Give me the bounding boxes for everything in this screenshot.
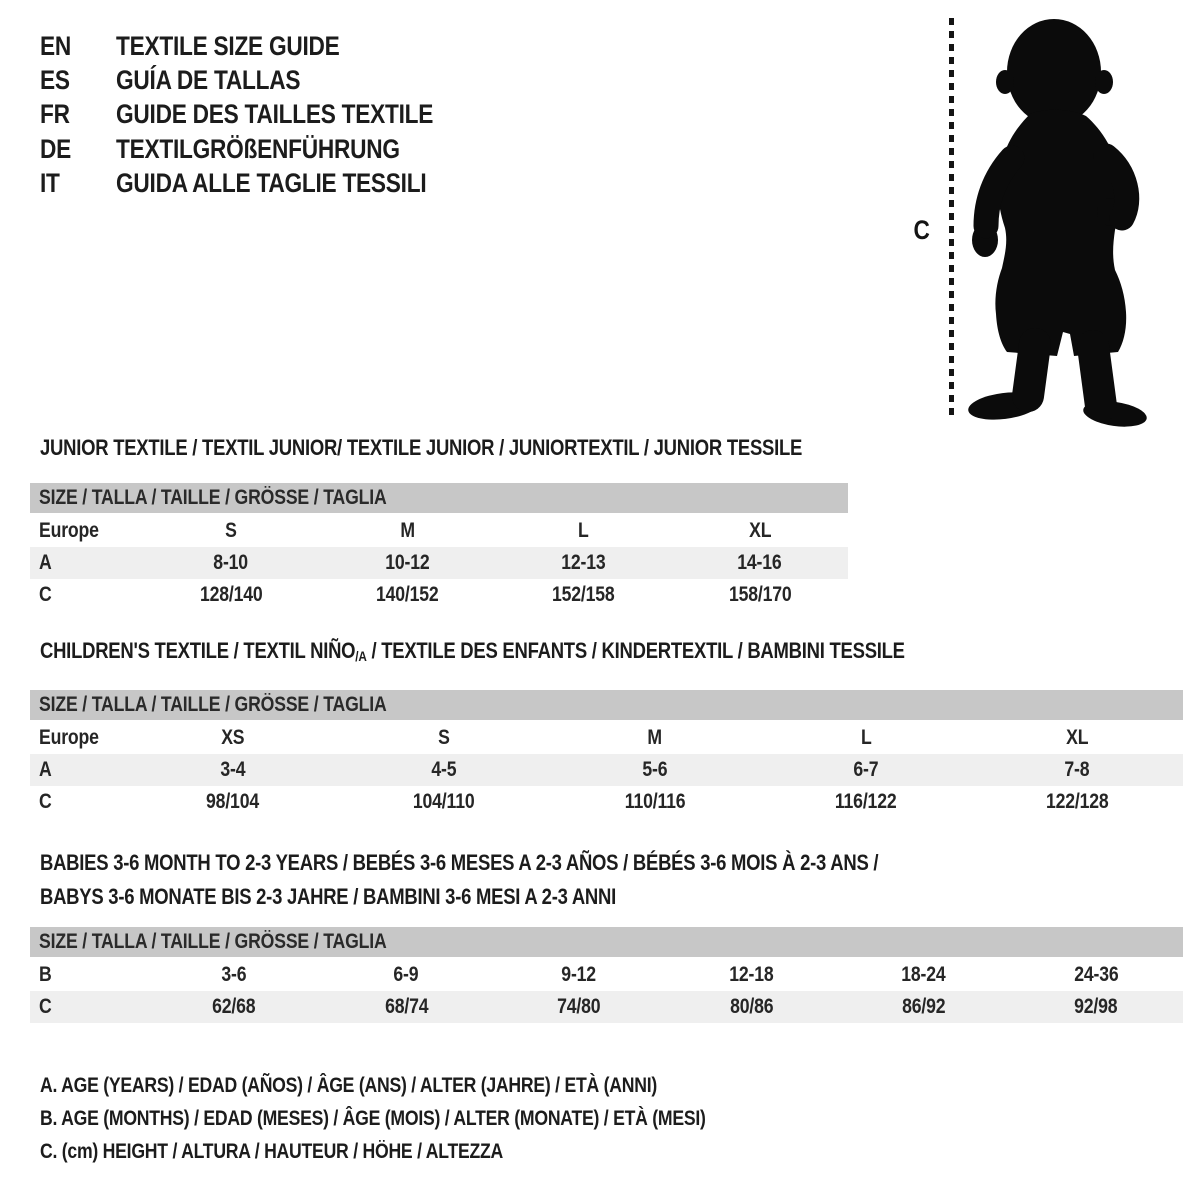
- size-value-cell: [495, 519, 671, 543]
- size-table-header: [30, 690, 1183, 720]
- babies-title-line1: BABIES 3-6 MONTH TO 2-3 YEARS / BEBÉS 3-6 MESES A 2-3 AÑOS / BÉBÉS 3-6 MOIS À 2-3 ANS /: [40, 850, 879, 875]
- language-code: [40, 168, 116, 199]
- legend-line-b: [40, 1102, 832, 1135]
- language-code-text: IT: [40, 168, 60, 199]
- cell-text: C: [39, 790, 52, 813]
- language-label: [116, 65, 335, 96]
- size-label-cell: [30, 995, 148, 1019]
- size-label-cell: [30, 963, 148, 987]
- language-row-en: [40, 29, 494, 63]
- size-table-header-text: SIZE / TALLA / TAILLE / GRÖSSE / TAGLIA: [39, 930, 387, 953]
- size-value-cell: [665, 995, 837, 1019]
- legend-line-text: B. AGE (MONTHS) / EDAD (MESES) / ÂGE (MOIS) / ALTER (MONATE) / ETÀ (MESI): [40, 1107, 706, 1130]
- table-row-age-years: [30, 754, 1183, 786]
- legend-line-text: C. (cm) HEIGHT / ALTURA / HAUTEUR / HÖHE / ALTEZZA: [40, 1140, 504, 1163]
- cell-text: 80/86: [729, 995, 773, 1018]
- table-row-age-years: [30, 547, 848, 579]
- cell-text: 10-12: [385, 551, 430, 574]
- size-table-header: [30, 483, 848, 513]
- children-table-body: [30, 722, 1183, 818]
- language-code-text: DE: [40, 133, 72, 164]
- babies-table-body: [30, 959, 1183, 1023]
- table-row-europe: [30, 722, 1183, 754]
- cell-text: XL: [1066, 726, 1089, 749]
- cell-text: A: [39, 551, 52, 574]
- legend-line-c: [40, 1135, 832, 1168]
- table-row-height-cm: [30, 991, 1183, 1023]
- size-value-cell: [672, 551, 848, 575]
- children-title-sub: /A: [355, 648, 367, 664]
- language-code: [40, 99, 116, 130]
- junior-size-table: [30, 483, 848, 611]
- size-value-cell: [338, 726, 549, 750]
- cell-text: 6-7: [853, 758, 879, 781]
- cell-text: B: [39, 963, 52, 986]
- junior-section-title-text: JUNIOR TEXTILE / TEXTIL JUNIOR/ TEXTILE JUNIOR / JUNIORTEXTIL / JUNIOR TESSILE: [40, 435, 803, 460]
- cell-text: 128/140: [199, 583, 263, 606]
- cell-text: 98/104: [205, 790, 259, 813]
- size-value-cell: [761, 758, 972, 782]
- cell-text: 4-5: [431, 758, 457, 781]
- cell-text: 122/128: [1046, 790, 1109, 813]
- babies-section-title: [40, 846, 1038, 914]
- size-value-cell: [665, 963, 837, 987]
- size-value-cell: [672, 519, 848, 543]
- size-value-cell: [320, 963, 492, 987]
- cell-text: 12-18: [729, 963, 774, 986]
- size-value-cell: [143, 583, 319, 607]
- cell-text: 3-6: [221, 963, 247, 986]
- size-label-cell: [30, 583, 143, 607]
- measure-legend: [40, 1069, 832, 1168]
- language-label: [116, 168, 486, 199]
- language-row-it: [40, 167, 494, 201]
- cell-text: 6-9: [393, 963, 419, 986]
- size-label-cell: [30, 790, 127, 814]
- size-value-cell: [838, 995, 1010, 1019]
- size-value-cell: [338, 790, 549, 814]
- language-row-fr: [40, 98, 494, 132]
- junior-table-body: [30, 515, 848, 611]
- size-table-header: [30, 927, 1183, 957]
- size-value-cell: [127, 726, 338, 750]
- cell-text: S: [225, 519, 237, 542]
- size-value-cell: [148, 995, 320, 1019]
- cell-text: 62/68: [212, 995, 256, 1018]
- language-label-text: GUIDA ALLE TAGLIE TESSILI: [116, 168, 427, 199]
- language-label: [116, 99, 494, 130]
- height-measure-label: [912, 215, 932, 246]
- cell-text: XS: [220, 726, 245, 749]
- language-label-text: TEXTILGRÖßENFÜHRUNG: [116, 133, 400, 164]
- size-value-cell: [972, 790, 1183, 814]
- language-code: [40, 31, 116, 62]
- cell-text: 140/152: [375, 583, 439, 606]
- table-row-height-cm: [30, 786, 1183, 818]
- size-value-cell: [493, 995, 665, 1019]
- size-table-header-text: SIZE / TALLA / TAILLE / GRÖSSE / TAGLIA: [39, 486, 387, 509]
- cell-text: 116/122: [835, 790, 897, 813]
- size-value-cell: [972, 758, 1183, 782]
- size-value-cell: [143, 519, 319, 543]
- language-label-text: GUIDE DES TAILLES TEXTILE: [116, 99, 434, 130]
- size-value-cell: [493, 963, 665, 987]
- size-value-cell: [127, 790, 338, 814]
- cell-text: 8-10: [213, 551, 249, 574]
- height-dashed-line: [949, 18, 954, 416]
- language-code: [40, 134, 116, 165]
- cell-text: XL: [748, 519, 771, 542]
- cell-text: 14-16: [737, 551, 782, 574]
- cell-text: 12-13: [561, 551, 606, 574]
- children-title-prefix: CHILDREN'S TEXTILE / TEXTIL NIÑO: [40, 638, 356, 663]
- size-value-cell: [838, 963, 1010, 987]
- cell-text: 24-36: [1074, 963, 1119, 986]
- language-code-text: ES: [40, 65, 70, 96]
- height-measure-label-text: C: [913, 215, 930, 245]
- cell-text: 68/74: [384, 995, 428, 1018]
- table-row-age-months: [30, 959, 1183, 991]
- language-label-text: GUÍA DE TALLAS: [116, 65, 301, 96]
- table-row-europe: [30, 515, 848, 547]
- language-label: [116, 134, 454, 165]
- cell-text: 86/92: [902, 995, 946, 1018]
- cell-text: S: [437, 726, 450, 749]
- cell-text: 9-12: [561, 963, 597, 986]
- size-label-cell: [30, 758, 127, 782]
- size-value-cell: [319, 519, 495, 543]
- size-value-cell: [761, 790, 972, 814]
- size-value-cell: [549, 790, 760, 814]
- size-value-cell: [143, 551, 319, 575]
- language-row-es: [40, 63, 494, 97]
- size-value-cell: [672, 583, 848, 607]
- cell-text: L: [578, 519, 589, 542]
- language-code-text: FR: [40, 99, 70, 130]
- cell-text: A: [39, 758, 52, 781]
- cell-text: 5-6: [642, 758, 668, 781]
- cell-text: L: [860, 726, 872, 749]
- cell-text: Europe: [39, 726, 99, 749]
- baby-silhouette-icon: [960, 16, 1155, 428]
- cell-text: 152/158: [552, 583, 615, 606]
- size-value-cell: [549, 758, 760, 782]
- size-value-cell: [319, 583, 495, 607]
- cell-text: M: [647, 726, 663, 749]
- language-code: [40, 65, 116, 96]
- cell-text: 158/170: [728, 583, 792, 606]
- size-label-cell: [30, 551, 143, 575]
- language-title-list: [40, 29, 494, 201]
- size-value-cell: [320, 995, 492, 1019]
- cell-text: 7-8: [1064, 758, 1090, 781]
- cell-text: 18-24: [901, 963, 946, 986]
- size-label-cell: [30, 726, 127, 750]
- cell-text: 3-4: [219, 758, 245, 781]
- language-label-text: TEXTILE SIZE GUIDE: [116, 30, 340, 61]
- size-value-cell: [127, 758, 338, 782]
- children-section-title: [40, 637, 1069, 670]
- size-value-cell: [972, 726, 1183, 750]
- size-value-cell: [338, 758, 549, 782]
- cell-text: 104/110: [412, 790, 475, 813]
- language-code-text: EN: [40, 30, 72, 61]
- size-value-cell: [495, 583, 671, 607]
- cell-text: Europe: [39, 519, 99, 542]
- size-value-cell: [495, 551, 671, 575]
- size-table-header-text: SIZE / TALLA / TAILLE / GRÖSSE / TAGLIA: [39, 693, 387, 716]
- size-value-cell: [148, 963, 320, 987]
- size-value-cell: [549, 726, 760, 750]
- children-title-suffix: / TEXTILE DES ENFANTS / KINDERTEXTIL / BAMBINI TESSILE: [366, 638, 905, 663]
- language-row-de: [40, 132, 494, 166]
- junior-section-title: [40, 434, 947, 462]
- legend-line-text: A. AGE (YEARS) / EDAD (AÑOS) / ÂGE (ANS) / ALTER (JAHRE) / ETÀ (ANNI): [40, 1074, 658, 1097]
- babies-title-line2: BABYS 3-6 MONATE BIS 2-3 JAHRE / BAMBINI 3-6 MESI A 2-3 ANNI: [40, 884, 616, 909]
- size-value-cell: [761, 726, 972, 750]
- legend-line-a: [40, 1069, 832, 1102]
- cell-text: 110/116: [624, 790, 686, 813]
- cell-text: 74/80: [557, 995, 601, 1018]
- babies-size-table: [30, 927, 1183, 1023]
- size-value-cell: [1010, 963, 1182, 987]
- cell-text: 92/98: [1074, 995, 1118, 1018]
- language-label: [116, 31, 382, 62]
- size-label-cell: [30, 519, 143, 543]
- children-size-table: [30, 690, 1183, 818]
- table-row-height-cm: [30, 579, 848, 611]
- size-value-cell: [319, 551, 495, 575]
- cell-text: M: [400, 519, 415, 542]
- cell-text: C: [39, 995, 52, 1018]
- size-value-cell: [1010, 995, 1182, 1019]
- cell-text: C: [39, 583, 52, 606]
